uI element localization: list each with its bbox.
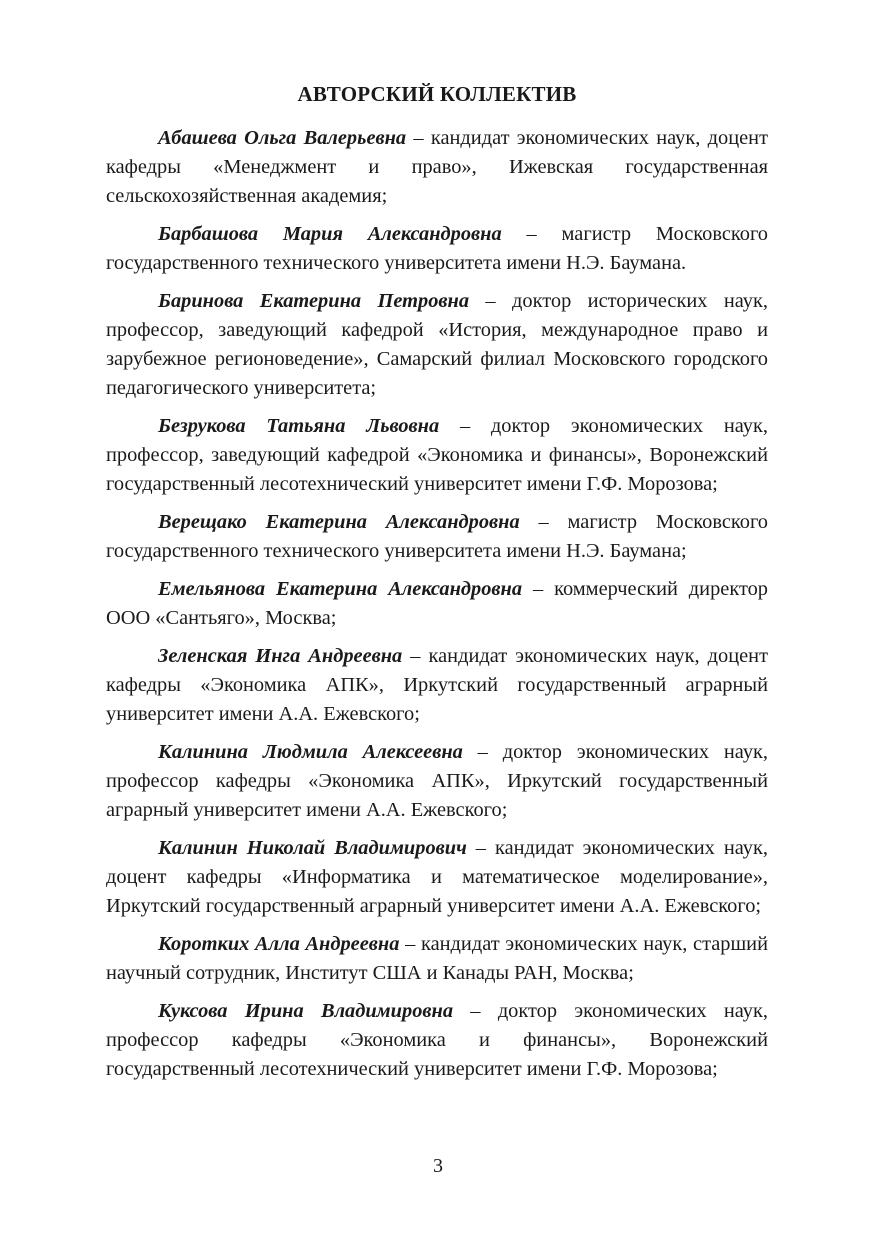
author-name: Верещако Екатерина Александровна [158, 511, 520, 533]
author-entry: Барбашова Мария Александровна – магистр Московского государственного технического университета имени Н.Э. Баумана. [106, 223, 768, 274]
author-name: Барбашова Мария Александровна [158, 223, 502, 245]
author-name: Калинина Людмила Алексеевна [158, 741, 463, 763]
author-entry: Калинин Николай Владимирович – кандидат экономических наук, доцент кафедры «Информатика и математическое моделирование», Иркутский государственный аграрный университет имени А.А. Ежевского; [106, 837, 768, 917]
author-description: магистр Московского государственного технического университета имени Н.Э. Баумана; [106, 511, 768, 562]
page-title: АВТОРСКИЙ КОЛЛЕКТИВ [297, 82, 577, 106]
author-description: доктор экономических наук, профессор, заведующий кафедрой «Экономика и финансы», Воронежский государственный лесотехнический университет имени Г.Ф. Морозова; [106, 415, 768, 495]
author-entry: Куксова Ирина Владимировна – доктор экономических наук, профессор кафедры «Экономика и финансы», Воронежский государственный лесотехнический университет имени Г.Ф. Морозова; [106, 1000, 768, 1080]
author-name: Зеленская Инга Андреевна [158, 645, 403, 667]
author-entry: Емельянова Екатерина Александровна – коммерческий директор ООО «Сантьяго», Москва; [106, 578, 769, 629]
author-description: кандидат экономических наук, старший научный сотрудник, Институт США и Канады РАН, Москва; [106, 933, 769, 984]
author-name: Безрукова Татьяна Львовна [158, 415, 440, 437]
author-name: Абашева Ольга Валерьевна [158, 127, 407, 149]
author-entry: Баринова Екатерина Петровна – доктор исторических наук, профессор, заведующий кафедрой «История, международное право и зарубежное регионоведение», Самарский филиал Московского городского педагогического университета; [106, 290, 768, 399]
author-description: кандидат экономических наук, доцент кафедры «Менеджмент и право», Ижевская государственная сельскохозяйственная академия; [106, 127, 768, 207]
author-entry: Безрукова Татьяна Львовна – доктор экономических наук, профессор, заведующий кафедрой «Экономика и финансы», Воронежский государственный лесотехнический университет имени Г.Ф. Морозова; [106, 415, 768, 495]
author-name: Коротких Алла Андреевна [158, 933, 400, 955]
author-description: коммерческий директор ООО «Сантьяго», Москва; [106, 578, 769, 629]
author-name: Емельянова Екатерина Александровна [158, 578, 523, 600]
author-entry: Зеленская Инга Андреевна – кандидат экономических наук, доцент кафедры «Экономика АПК», Иркутский государственный аграрный университет имени А.А. Ежевского; [106, 645, 768, 725]
page-number: 3 [433, 1155, 443, 1177]
author-name: Калинин Николай Владимирович [158, 837, 467, 859]
author-entry: Верещако Екатерина Александровна – магистр Московского государственного технического университета имени Н.Э. Баумана; [106, 511, 768, 562]
author-description: кандидат экономических наук, доцент кафедры «Информатика и математическое моделирование», Иркутский государственный аграрный университет имени А.А. Ежевского; [106, 837, 768, 917]
author-description: магистр Московского государственного технического университета имени Н.Э. Баумана. [106, 223, 768, 274]
author-description: кандидат экономических наук, доцент кафедры «Экономика АПК», Иркутский государственный аграрный университет имени А.А. Ежевского; [106, 645, 768, 725]
author-entry: Коротких Алла Андреевна – кандидат экономических наук, старший научный сотрудник, Институт США и Канады РАН, Москва; [106, 933, 769, 984]
author-name: Куксова Ирина Владимировна [158, 1000, 454, 1022]
author-entry: Калинина Людмила Алексеевна – доктор экономических наук, профессор кафедры «Экономика АПК», Иркутский государственный аграрный университет имени А.А. Ежевского; [106, 741, 769, 821]
author-description: доктор экономических наук, профессор кафедры «Экономика и финансы», Воронежский государственный лесотехнический университет имени Г.Ф. Морозова; [106, 1000, 768, 1080]
author-description: доктор экономических наук, профессор кафедры «Экономика АПК», Иркутский государственный аграрный университет имени А.А. Ежевского; [106, 741, 769, 821]
document-page [106, 80, 768, 1093]
author-entry: Абашева Ольга Валерьевна – кандидат экономических наук, доцент кафедры «Менеджмент и право», Ижевская государственная сельскохозяйственная академия; [106, 127, 768, 207]
author-name: Баринова Екатерина Петровна [158, 290, 470, 312]
author-description: доктор исторических наук, профессор, заведующий кафедрой «История, международное право и зарубежное регионоведение», Самарский филиал Московского городского педагогического университета; [106, 290, 768, 399]
